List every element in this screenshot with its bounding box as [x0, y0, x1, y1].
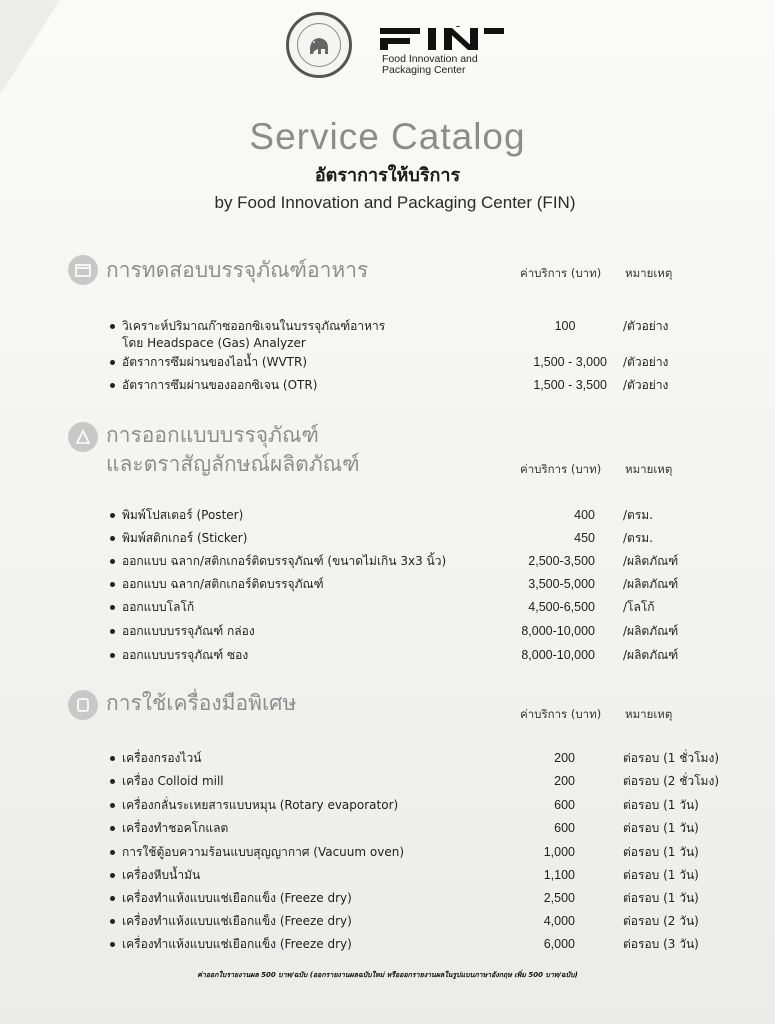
item-price: 1,000	[543, 845, 575, 859]
item-note: ต่อรอบ (1 วัน)	[623, 798, 699, 812]
section-title-packaging-test: การทดสอบบรรจุภัณฑ์อาหาร	[106, 258, 369, 282]
list-item	[0, 843, 775, 865]
column-header-note: หมายเหตุ	[625, 462, 673, 476]
list-item	[0, 819, 775, 841]
list-item	[0, 317, 775, 350]
list-item	[0, 353, 775, 375]
item-price: 400	[574, 508, 595, 522]
item-price: 8,000-10,000	[521, 624, 595, 638]
item-note: /ผลิตภัณฑ์	[623, 577, 679, 591]
item-note: /ผลิตภัณฑ์	[623, 648, 679, 662]
item-price: 200	[554, 774, 575, 788]
bullet-icon	[110, 756, 115, 761]
bullet-icon	[110, 873, 115, 878]
page-subtitle-thai: อัตราการให้บริการ	[314, 165, 461, 186]
section-title-design-line2: และตราสัญลักษณ์ผลิตภัณฑ์	[106, 452, 360, 476]
item-label: อัตราการซึมผ่านของออกซิเจน (OTR)	[122, 378, 318, 392]
bullet-icon	[110, 629, 115, 634]
item-label: วิเคราะห์ปริมาณก๊าซออกซิเจนในบรรจุภัณฑ์อาหาร	[122, 319, 386, 333]
item-price: 1,100	[543, 868, 575, 882]
item-note: ต่อรอบ (1 วัน)	[623, 821, 699, 835]
item-price: 6,000	[543, 937, 575, 951]
bullet-icon	[110, 324, 115, 329]
list-item	[0, 772, 775, 794]
column-header-note: หมายเหตุ	[625, 266, 673, 280]
bullet-icon	[110, 536, 115, 541]
item-label: เครื่องทำแห้งแบบแช่เยือกแข็ง (Freeze dry)	[122, 937, 352, 951]
item-note: ต่อรอบ (1 วัน)	[623, 845, 699, 859]
bullet-icon	[110, 826, 115, 831]
bullet-icon	[110, 653, 115, 658]
column-header-note: หมายเหตุ	[625, 707, 673, 721]
bullet-icon	[110, 919, 115, 924]
item-label: ออกแบบโลโก้	[122, 600, 195, 614]
bullet-icon	[110, 582, 115, 587]
item-label: พิมพ์สติกเกอร์ (Sticker)	[122, 531, 248, 545]
bullet-icon	[110, 559, 115, 564]
bullet-icon	[110, 850, 115, 855]
footer-note: ค่าออกใบรายงานผล 500 บาท/ฉบับ (ออกรายงานผลฉบับใหม่ หรือออกรายงานผลในรูปแบบภาษาอังกฤษ เพิ่ม 500 บาท/ฉบับ)	[197, 971, 578, 979]
list-item	[0, 376, 775, 398]
bullet-icon	[110, 513, 115, 518]
item-price: 4,500-6,500	[528, 600, 595, 614]
item-note: /โลโก้	[623, 600, 655, 614]
item-label: เครื่องทำแห้งแบบแช่เยือกแข็ง (Freeze dry)	[122, 891, 352, 905]
list-item	[0, 575, 775, 597]
list-item	[0, 622, 775, 644]
fin-brand-line1: Food Innovation and	[382, 53, 478, 65]
item-note: /ตรม.	[623, 531, 654, 545]
item-label-line2: โดย Headspace (Gas) Analyzer	[122, 336, 306, 350]
item-price: 1,500 - 3,500	[533, 378, 607, 392]
list-item	[0, 889, 775, 911]
item-note: ต่อรอบ (1 วัน)	[623, 891, 699, 905]
list-item	[0, 646, 775, 668]
item-note: /ตัวอย่าง	[623, 319, 669, 333]
equipment-icon	[68, 690, 98, 720]
elephant-icon	[297, 23, 341, 67]
bullet-icon	[110, 360, 115, 365]
item-note: ต่อรอบ (1 วัน)	[623, 868, 699, 882]
item-price: 3,500-5,000	[528, 577, 595, 591]
item-label: ออกแบบ ฉลาก/สติกเกอร์ติดบรรจุภัณฑ์ (ขนาดไม่เกิน 3x3 นิ้ว)	[122, 554, 447, 568]
list-item	[0, 506, 775, 528]
item-price: 1,500 - 3,000	[533, 355, 607, 369]
bullet-icon	[110, 803, 115, 808]
list-item	[0, 866, 775, 888]
university-seal-logo	[286, 12, 352, 78]
bullet-icon	[110, 896, 115, 901]
item-label: เครื่องทำชอคโกแลต	[122, 821, 229, 835]
item-price: 2,500	[543, 891, 575, 905]
item-label: เครื่องกลั่นระเหยสารแบบหมุน (Rotary evaporator)	[122, 798, 399, 812]
item-note: ต่อรอบ (2 ชั่วโมง)	[623, 774, 719, 788]
list-item	[0, 796, 775, 818]
item-note: /ผลิตภัณฑ์	[623, 554, 679, 568]
item-label: ออกแบบบรรจุภัณฑ์ กล่อง	[122, 624, 255, 638]
column-header-price: ค่าบริการ (บาท)	[520, 707, 602, 721]
item-label: การใช้ตู้อบความร้อนแบบสุญญากาศ (Vacuum oven)	[122, 845, 404, 859]
section-title-design: การออกแบบบรรจุภัณฑ์	[106, 423, 319, 447]
item-note: /ตรม.	[623, 508, 654, 522]
design-icon	[68, 422, 98, 452]
fin-brand-text	[382, 54, 478, 76]
item-note: /ตัวอย่าง	[623, 355, 669, 369]
item-price: 600	[554, 798, 575, 812]
page-subtitle-english: by Food Innovation and Packaging Center (FIN)	[214, 193, 576, 212]
list-item	[0, 749, 775, 771]
item-price: 200	[554, 751, 575, 765]
list-item	[0, 598, 775, 620]
list-item	[0, 912, 775, 934]
item-note: /ผลิตภัณฑ์	[623, 624, 679, 638]
item-price: 4,000	[543, 914, 575, 928]
item-price: 8,000-10,000	[521, 648, 595, 662]
item-label: อัตราการซึมผ่านของไอน้ำ (WVTR)	[122, 355, 308, 369]
section-title-equipment: การใช้เครื่องมือพิเศษ	[106, 691, 297, 715]
item-label: เครื่อง Colloid mill	[122, 774, 224, 788]
list-item	[0, 552, 775, 574]
fin-logo	[380, 10, 510, 76]
list-item	[0, 935, 775, 957]
item-price: 100	[554, 319, 576, 333]
column-header-price: ค่าบริการ (บาท)	[520, 266, 602, 280]
item-label: เครื่องทำแห้งแบบแช่เยือกแข็ง (Freeze dry)	[122, 914, 352, 928]
item-note: ต่อรอบ (3 วัน)	[623, 937, 699, 951]
item-label: ออกแบบ ฉลาก/สติกเกอร์ติดบรรจุภัณฑ์	[122, 577, 324, 591]
page-fold-shadow	[0, 0, 60, 95]
item-price: 600	[554, 821, 575, 835]
list-item	[0, 529, 775, 551]
item-label: เครื่องกรองไวน์	[122, 751, 202, 765]
fin-brand-line2: Packaging Center	[382, 64, 466, 76]
item-label: พิมพ์โปสเตอร์ (Poster)	[122, 508, 244, 522]
item-note: ต่อรอบ (2 วัน)	[623, 914, 699, 928]
bullet-icon	[110, 942, 115, 947]
bullet-icon	[110, 779, 115, 784]
item-note: ต่อรอบ (1 ชั่วโมง)	[623, 751, 719, 765]
bullet-icon	[110, 605, 115, 610]
column-header-price: ค่าบริการ (บาท)	[520, 462, 602, 476]
item-note: /ตัวอย่าง	[623, 378, 669, 392]
item-price: 2,500-3,500	[528, 554, 595, 568]
bullet-icon	[110, 383, 115, 388]
page-title: Service Catalog	[249, 116, 526, 157]
fin-wordmark-icon	[380, 26, 504, 52]
item-label: เครื่องหีบน้ำมัน	[122, 868, 201, 882]
package-test-icon	[68, 255, 98, 285]
item-price: 450	[574, 531, 595, 545]
item-label: ออกแบบบรรจุภัณฑ์ ซอง	[122, 648, 249, 662]
